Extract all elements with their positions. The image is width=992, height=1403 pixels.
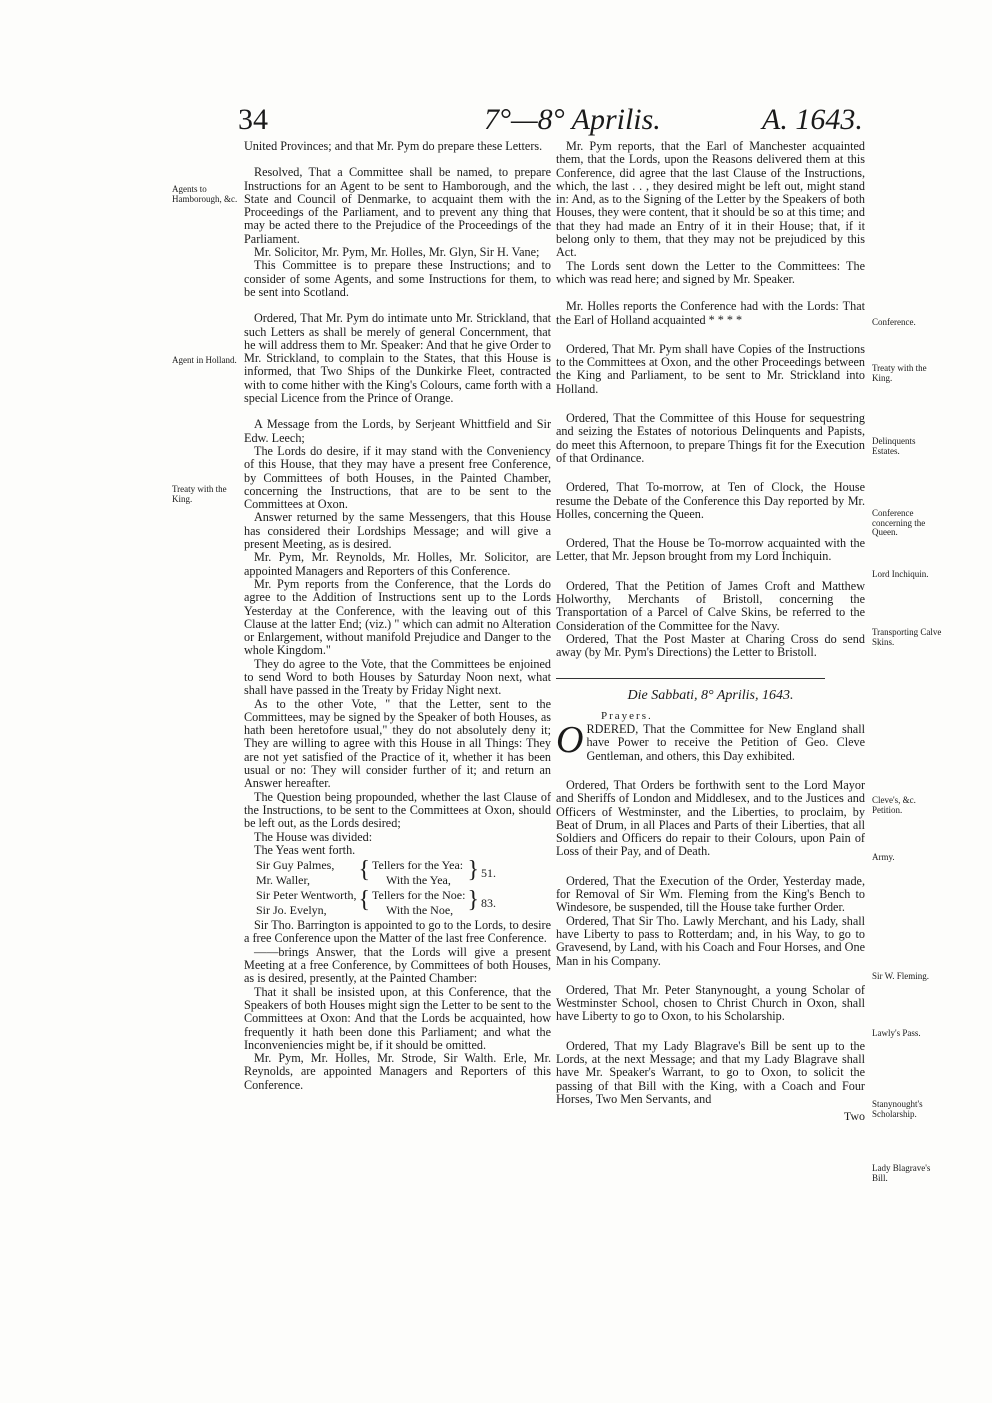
teller-name: Sir Jo. Evelyn, [256, 903, 327, 918]
margin-note: Stanynought's Scholarship. [872, 1099, 923, 1119]
brace: { [358, 857, 370, 884]
paragraph: Mr. Pym, Mr. Reynolds, Mr. Holles, Mr. Solicitor, are appointed Managers and Reporters of this Conference. [244, 550, 551, 578]
brace: { [358, 887, 370, 914]
paragraph: Sir Tho. Barrington is appointed to go to the Lords, to desire a free Conference upon the Matter of the last free Conference. [244, 918, 551, 946]
paragraph: Ordered, That the Petition of James Croft and Matthew Holworthy, Merchants of Bristoll, concerning the Transportation of a Parcel of Calve Skins, be referred to the Consideration of the Committee for the Navy. [556, 578, 865, 633]
paragraph: Ordered, That the House be To-morrow acquainted with the Letter, that Mr. Jepson brought from my Lord Inchiquin. [556, 536, 865, 564]
paragraph: The Lords sent down the Letter to the Committees: The which was read here; and signed by Mr. Speaker. [556, 258, 865, 286]
margin-note: Army. [872, 852, 895, 862]
margin-note: Conference. [872, 317, 916, 327]
brace: } [467, 857, 479, 884]
tellers-table [254, 857, 498, 919]
teller-role: Tellers for the Yea: [372, 858, 464, 873]
paragraph: Resolved, That a Committee shall be named, to prepare Instructions for an Agent to be sent to Hamborough, and the State and Council of Denmarke, to acquaint them with the Proceedings of the Parliament, and to prevent any thing that may be acted there to the Prejudice of the Proceedings of the Parliament. [244, 165, 551, 246]
catchword: Two [843, 1109, 865, 1124]
margin-note: Treaty with the King. [872, 363, 927, 383]
paragraph: Mr. Holles reports the Conference had with the Lords: That the Earl of Holland acquainted * * * * [556, 299, 865, 327]
margin-note: Agents to Hamborough, &c. [172, 184, 238, 204]
paragraph: The Lords do desire, if it may stand with the Conveniency of this House, that they may have a present free Conference, by Committees of both Houses, in the Painted Chamber, concerning the Instructions, that are to be sent to the Committees at Oxon. [244, 443, 551, 512]
teller-name: Mr. Waller, [256, 873, 310, 888]
paragraph: Ordered, That Mr. Pym do intimate unto Mr. Strickland, that such Letters as shall be merely of general Concernment, that he will address them to Mr. Speaker: And that he give Order to Mr. Strickland, to complain to the States, that this House is informed, that Two Ships of the Dunkirke Fleet, contracted with to come hither with the King's Colours, came forth with a special Licence from the Prince of Orange. [244, 311, 551, 406]
prayers-label: Prayers. [601, 709, 653, 722]
margin-note: Agent in Holland. [172, 355, 237, 365]
paragraph: Ordered, That Mr. Peter Stanynought, a young Scholar of Westminster School, chosen to Christ Church in Oxon, shall have Liberty to go to Oxon, to his Scholarship. [556, 982, 865, 1024]
paragraph: The House was divided: [254, 829, 373, 844]
paragraph: That it shall be insisted upon, at this Conference, that the Speakers of both Houses might sign the Letter to be sent to the Committees at Oxon: And that the Lords be acquainted, how frequently it hath been done this Parliament; and what the Inconveniencies might be, if it should be omitted. [244, 984, 551, 1052]
paragraph: As to the other Vote, " that the Letter, sent to the Committees, may be signed by the Speaker of both Houses, as hath been heretofore usual," they do not absolutely deny it; They are willing to agree with this House in all Things: They are not yet satisfied of the Practice of it, whether it has been usual or no: They will consider further of it; and return an Answer hereafter. [244, 696, 551, 791]
paragraph: Ordered, That Orders be forthwith sent to the Lord Mayor and Sheriffs of London and Middlesex, and to the Justices and Officers of Westminster, and the Liberties, to proclaim, by Beat of Drum, in all Places and Parts of their Liberties, that all Soldiers and Officers do repair to their Colours, upon Pain of Loss of their Pay, and of Death. [556, 777, 865, 859]
paragraph: This Committee is to prepare these Instructions; and to consider of some Agents, and some Instructions for them, to be sent into Scotland. [244, 258, 551, 299]
paragraph: Ordered, That the Post Master at Charing Cross do send away (by Mr. Pym's Directions) the Letter to Bristoll. [556, 631, 865, 660]
paragraph: Ordered, That the Committee of this House for sequestring and seizing the Estates of notorious Delinquents and Papists, do meet this Afternoon, to prepare Things fit for the Execution of that Ordinance. [556, 411, 865, 465]
teller-name: Sir Guy Palmes, [256, 858, 335, 873]
left-text-column [244, 140, 551, 1092]
teller-role: With the Yea, [386, 873, 451, 888]
day-heading: Die Sabbati, 8° Aprilis, 1643. [627, 687, 794, 703]
paragraph: ——brings Answer, that the Lords will give a present Meeting at a free Conference, by Committees of both Houses, as is desired, presently, at the Painted Chamber: [244, 944, 551, 986]
margin-note: Cleve's, &c. Petition. [872, 795, 916, 815]
teller-role: With the Noe, [386, 903, 454, 918]
paragraph: Ordered, That Mr. Pym shall have Copies of the Instructions to the Committees at Oxon, and the other Proceedings between the King and Parliament, to be sent to Mr. Strickland into Holland. [556, 341, 865, 396]
section-divider [556, 678, 825, 679]
right-text-column [556, 140, 865, 1124]
brace: } [467, 887, 479, 914]
running-year: A. 1643. [762, 103, 863, 136]
paragraph: Ordered, That the Execution of the Order, Yesterday made, for Removal of Sir Wm. Fleming from the King's Bench to Windesore, be suspended, till the House take further Order. [556, 873, 865, 915]
margin-note: Treaty with the King. [172, 484, 227, 504]
margin-note: Lord Inchiquin. [872, 569, 929, 579]
paragraph: Mr. Pym, Mr. Holles, Mr. Strode, Sir Walth. Erle, Mr. Reynolds, are appointed Managers and Reporters of this Conference. [244, 1051, 551, 1092]
yea-count: 51. [481, 865, 496, 880]
margin-note: Sir W. Fleming. [872, 971, 930, 981]
paragraph: The Yeas went forth. [254, 842, 356, 857]
paragraph: United Provinces; and that Mr. Pym do prepare these Letters. [244, 139, 543, 153]
paragraph: Ordered, That Sir Tho. Lawly Merchant, and his Lady, shall have Liberty to pass to Rotterdam; and, in his Way, to go to Gravesend, by Land, with his Coach and Four Horses, and One Man in his Company. [556, 913, 865, 968]
paragraph-text: RDERED, That the Committee for New England shall have Power to receive the Petition of Geo. Cleve Gentleman, and others, this Day exhibited. [586, 722, 865, 763]
running-date: 7°—8° Aprilis. [484, 103, 661, 136]
paragraph: Ordered, That To-morrow, at Ten of Clock, the House resume the Debate of the Conference this Day reported by Mr. Holles, concerning the Queen. [556, 480, 865, 521]
paragraph: A Message from the Lords, by Serjeant Whittfield and Sir Edw. Leech; [244, 417, 551, 445]
margin-note: Lady Blagrave's Bill. [872, 1163, 931, 1183]
paragraph: Mr. Pym reports from the Conference, that the Lords do agree to the Addition of Instructions sent up to the Lords Yesterday at the Conference, with the leaving out of this Clause at the latter End; (viz.) " which can admit no Alteration or Enlargement, without manifold Prejudice and Danger to the whole Kingdom." [244, 576, 551, 658]
margin-note: Transporting Calve Skins. [872, 627, 942, 647]
paragraph: Mr. Solicitor, Mr. Pym, Mr. Holles, Mr. Glyn, Sir H. Vane; [254, 245, 540, 260]
paragraph: They do agree to the Vote, that the Committees be enjoined to send Word to both Houses by Saturday Noon next, what shall have passed in the Treaty by Friday Night next. [244, 656, 551, 698]
drop-cap: O [556, 719, 584, 762]
noe-count: 83. [481, 895, 496, 910]
paragraph: Mr. Pym reports, that the Earl of Manchester acquainted them, that the Lords, upon the Reasons delivered them at this Conference, did agree that the last Clause of the Instructions, which, the last . . , they desired might be left out, might stand in: And, as to the Signing of the Letter by the Speakers of both Houses, they were content, that it should be so at this time; and that they had made an Entry of it in their House; that, if it belong only to them, that they may not be prejudiced by this Act. [556, 139, 865, 260]
paragraph: Answer returned by the same Messengers, that this House has considered their Lordships Message; and will give a present Meeting, as is desired. [244, 510, 551, 552]
paragraph: The Question being propounded, whether the last Clause of the Instructions, to be sent to the Committees at Oxon, should be left out, as the Lords desired; [244, 789, 551, 831]
margin-note: Conference concerning the Queen. [872, 508, 926, 538]
teller-name: Sir Peter Wentworth, [256, 888, 357, 903]
teller-role: Tellers for the Noe: [372, 888, 466, 903]
paragraph [556, 719, 865, 763]
margin-note: Delinquents Estates. [872, 436, 916, 456]
margin-note: Lawly's Pass. [872, 1028, 921, 1038]
page-number: 34 [238, 103, 268, 136]
paragraph: Ordered, That my Lady Blagrave's Bill be sent up to the Lords, at the next Message; and that my Lady Blagrave shall have Mr. Speaker's Warrant, to go to Oxon, to solicit the passing of that Bill with the King, with a Coach and Four Horses, Two Men Servants, and [556, 1038, 865, 1106]
